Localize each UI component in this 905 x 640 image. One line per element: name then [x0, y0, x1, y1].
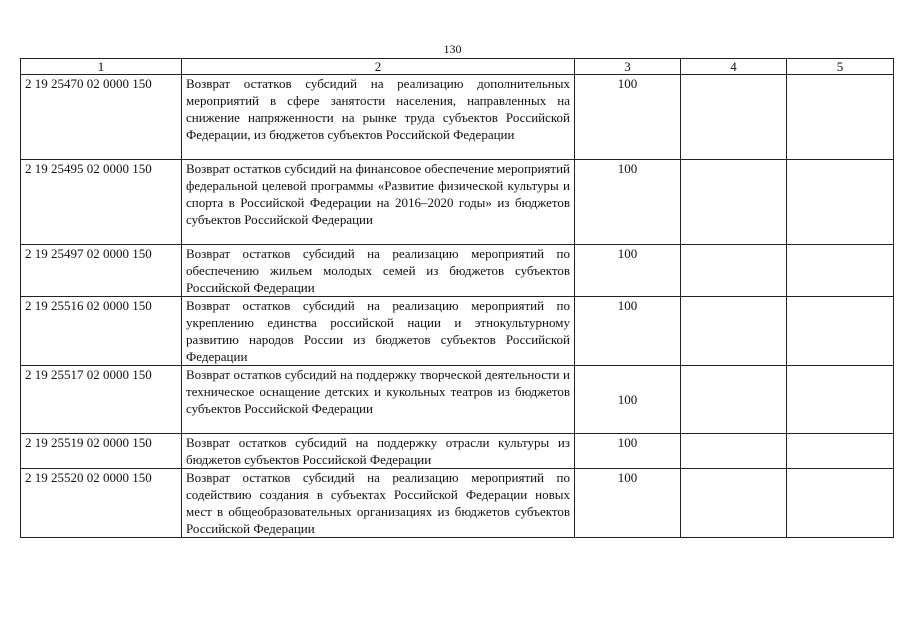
- table-row: [21, 434, 894, 469]
- row-description: Возврат остатков субсидий на реализацию дополнительных мероприятий в сфере занятости населения, направленных на снижение напряженности на рынке труда субъектов Российской Федерации, из бюджетов субъектов Российской Федерации: [182, 75, 575, 160]
- row-amount: 100: [575, 469, 681, 538]
- header-col-3: 3: [575, 59, 681, 75]
- row-col4: [681, 245, 787, 297]
- row-code: 2 19 25497 02 0000 150: [21, 245, 182, 297]
- row-description: Возврат остатков субсидий на реализацию мероприятий по содействию создания в субъектах Российской Федерации новых мест в общеобразовательных организациях из бюджетов субъектов Российской Федерации: [182, 469, 575, 538]
- row-col5: [787, 434, 894, 469]
- row-col5: [787, 469, 894, 538]
- row-amount: 100: [575, 366, 681, 434]
- budget-table: [20, 58, 894, 538]
- row-description: Возврат остатков субсидий на реализацию мероприятий по укреплению единства российской нации и этнокультурному развитию народов России из бюджетов субъектов Российской Федерации: [182, 297, 575, 366]
- row-amount: 100: [575, 75, 681, 160]
- table-row: [21, 366, 894, 434]
- row-amount: 100: [575, 160, 681, 245]
- header-col-2: 2: [182, 59, 575, 75]
- table-row: [21, 297, 894, 366]
- row-col4: [681, 434, 787, 469]
- header-col-1: 1: [21, 59, 182, 75]
- row-amount: 100: [575, 297, 681, 366]
- header-row: [21, 59, 894, 75]
- row-code: 2 19 25517 02 0000 150: [21, 366, 182, 434]
- row-col5: [787, 366, 894, 434]
- row-col5: [787, 245, 894, 297]
- row-code: 2 19 25495 02 0000 150: [21, 160, 182, 245]
- row-code: 2 19 25519 02 0000 150: [21, 434, 182, 469]
- row-col4: [681, 469, 787, 538]
- row-amount: 100: [575, 434, 681, 469]
- table-row: [21, 245, 894, 297]
- row-description: Возврат остатков субсидий на финансовое обеспечение мероприятий федеральной целевой программы «Развитие физической культуры и спорта в Российской Федерации на 2016–2020 годы» из бюджетов субъектов Российской Федерации: [182, 160, 575, 245]
- row-col4: [681, 75, 787, 160]
- row-col4: [681, 366, 787, 434]
- header-col-5: 5: [787, 59, 894, 75]
- row-col5: [787, 160, 894, 245]
- row-code: 2 19 25520 02 0000 150: [21, 469, 182, 538]
- page-number: 130: [443, 42, 462, 56]
- row-description: Возврат остатков субсидий на поддержку отрасли культуры из бюджетов субъектов Российской Федерации: [182, 434, 575, 469]
- table-row: [21, 75, 894, 160]
- row-description: Возврат остатков субсидий на реализацию мероприятий по обеспечению жильем молодых семей из бюджетов субъектов Российской Федерации: [182, 245, 575, 297]
- row-code: 2 19 25516 02 0000 150: [21, 297, 182, 366]
- row-col4: [681, 297, 787, 366]
- row-col4: [681, 160, 787, 245]
- table-row: [21, 469, 894, 538]
- row-col5: [787, 297, 894, 366]
- header-col-4: 4: [681, 59, 787, 75]
- row-col5: [787, 75, 894, 160]
- table-row: [21, 160, 894, 245]
- row-amount: 100: [575, 245, 681, 297]
- row-description: Возврат остатков субсидий на поддержку творческой деятельности и техническое оснащение детских и кукольных театров из бюджетов субъектов Российской Федерации: [182, 366, 575, 434]
- row-code: 2 19 25470 02 0000 150: [21, 75, 182, 160]
